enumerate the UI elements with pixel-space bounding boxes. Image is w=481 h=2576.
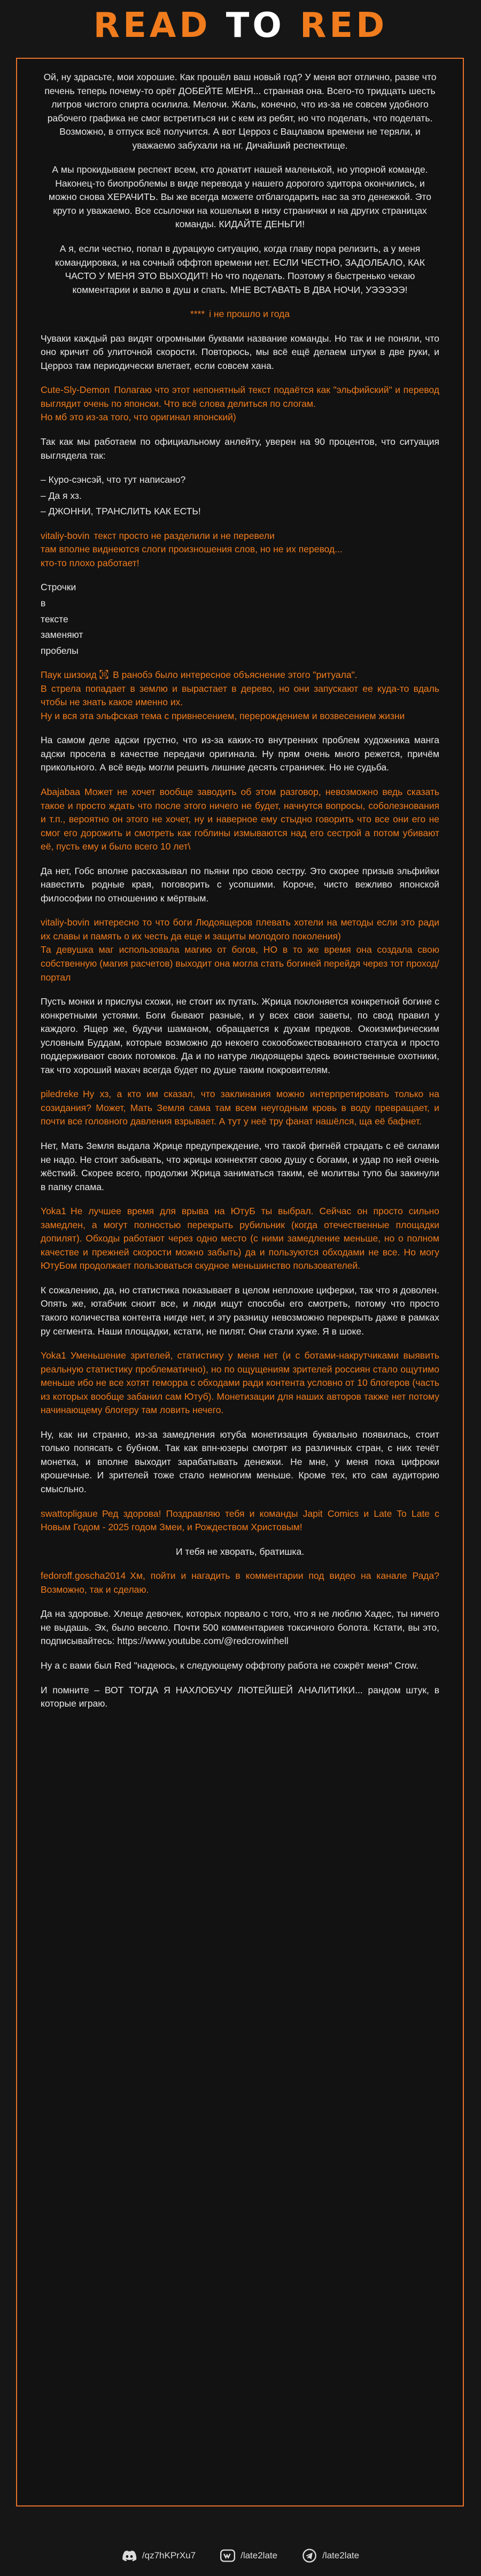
comment-author: Cute-Sly-Demon: [41, 384, 110, 396]
outro-2: И помните – ВОТ ТОГДА Я НАХЛОБУЧУ ЛЮТЕЙШЕЙ АНАЛИТИКИ... рандом штук, в которые играю.: [41, 1684, 439, 1709]
comment-6: [41, 916, 439, 984]
telegram-link[interactable]: [302, 2548, 359, 2563]
dialog-line: – Куро-сэнсэй, что тут написано?: [41, 474, 186, 485]
dialog: [41, 473, 439, 519]
comment-author: Yoka1: [41, 1350, 67, 1361]
comment-author: piledreke: [41, 1089, 79, 1100]
vk-label[interactable]: /late2late: [241, 2550, 278, 2560]
vk-icon: [220, 2548, 235, 2563]
reply-5: Да нет, Гобс вполне рассказывал по пьяни про свою сестру. Это скорее призыв эльфийки навестить родные края, поговорить с усопшими. Короче, чисто вежливо японской философии по отношению к мёртвым.: [41, 865, 439, 904]
reply-8: К сожалению, да, но статистика показывает в целом неплохие циферки, так что я доволен. Опять же, ютабчик сноит все, и люди ищут способы его смотреть, потому что просто такого количества контента нигде нет, и эту разницу невозможно перекрыть даже в рамках ру сегмента. Наши площадки, кстати, не пилят. Они стали хуже. Я в шоке.: [41, 1284, 439, 1337]
comment-text: Уменьшение зрителей, статистику у меня нет (и с ботами-накрутчиками выявить реальную статистику проблематично), но по ощущениям зрителей россиян стало ощутимо меньше ибо не все хотят геморра с обходами ради контента условно от 10 блогеров (часть из которых вообще забанил сам Ютуб). Монетизации для наших авторов также нет потому начинающему блогеру там ловить нечего.: [41, 1350, 439, 1416]
comment-author: fedoroff.goscha2014: [41, 1570, 126, 1582]
comment-text-tail: Но мб это из-за того, что оригинал японский): [41, 412, 236, 423]
comment-text-tail: там вполне виднеются слоги произношения слов, но не их перевод...: [41, 544, 343, 555]
intro-paragraph-3: А я, если честно, попал в дурацкую ситуацию, когда главу пора релизить, а у меня командировка, и на сочный оффтоп времени нет. ЕСЛИ ЧЕСТНО, ЗАДОЛБАЛО, КАК ЧАСТО У МЕНЯ ЭТО ВЫХОДИТ! Но что поделать. Поэтому я быстренько чекаю комментарии и валю в душ и спать. МНЕ ВСТАВАТЬ В ДВА НОЧИ, УЭЭЭЭЭ!: [55, 243, 425, 295]
reply-7: Нет, Мать Земля выдала Жрице предупреждение, что такой фигнёй страдать с её силами не надо. Не стоит забывать, что жрицы коннектят свою душу с богами, и удар по ней очень жёсткий. Скорее всего, продолжи Жрица заниматься таким, её молитвы тупо бы закинули в папку спама.: [41, 1140, 439, 1192]
outro-1: Ну а с вами был Red "надеюсь, к следующему оффтопу работа не сожрёт меня" Crow.: [41, 1660, 419, 1671]
reply-11: Да на здоровье. Хлеще девочек, которых порвало с того, что я не люблю Хадес, ты ничего не выдашь. Эх, было весело. Почти 500 комментариев токсичного болота. Кстати, вы это, подписывайтесь: https://www.youtube.com/@redcrowinhell: [41, 1608, 439, 1647]
comment-text-tail: Та девушка маг использовала магию от богов, НО в то же время она создала свою собственную (магия расчетов) выходит она могла стать богиней перейдя через тот проход/портал: [41, 944, 439, 983]
comment-3: [41, 529, 439, 570]
comment-author: Паук шизоид ㉈: [41, 669, 109, 681]
comment-text: Ну хз, а кто им сказал, что заклинания можно интерпретировать только на созидания? Может, Мать Земля сама там всем неугодным кровь в воду превращает, и почти все головного давления взрывает. А тут у неё тру фанат нашёлся, ща её бафнет.: [41, 1089, 439, 1127]
comment-text: Может не хочет вообще заводить об этом разговор, невозможно ведь сказать такое и просто ждать что после этого ничего не будет, начнутся вопросы, соболезнования и т.п., вероятно он этого не хочет, ну и наверное ему стыдно говорить что все они его не смог его дорожить и смотреть как гоблины измываются над его сестрой а потом убивают её, пусть ему и было всего 10 лет\: [41, 786, 439, 852]
comment-author: Abajabaa: [41, 786, 80, 797]
page-title: READ TO RED: [93, 6, 388, 45]
dialog-line: – Да я хз.: [41, 490, 82, 501]
footer: [0, 2542, 481, 2569]
comment-text: і не прошло и года: [209, 308, 290, 320]
comment-text: Ред здорова! Поздравляю тебя и команды Japit Comics и Late To Late с Новым Годом - 2025 годом Змеи, и Рождеством Христовым!: [41, 1508, 439, 1533]
telegram-label[interactable]: /late2late: [322, 2550, 360, 2560]
comment-4: [41, 668, 439, 723]
reply-4: На самом деле адски грустно, что из-за каких-то внутренних проблем художника манга адски просела в качестве передачи оригинала. Ну прям очень много режется, причём прикольного. А всё ведь могли решить лишние десять страничек. Но не судьба.: [41, 735, 439, 773]
reply-6: Пусть монки и прислуы схожи, не стоит их путать. Жрица поклоняется конкретной богине с конкретными устоями. Боги бывают разные, и у всех свои заветы, по свод правил у каждого. Ящер же, будучи шаманом, обращается к духам предков. Окоизмифическим условным Буддам, которые возможно до некоего сокообожествованного статуса и просто поддерживают своих потомков. Да и по натуре людоящеры здесь воинственные охотники, так что хороший махач всегда будет по душе таким покровителям.: [41, 996, 439, 1075]
comment-10: [41, 1507, 439, 1534]
comment-9: [41, 1349, 439, 1417]
comment-author: ****: [190, 308, 205, 320]
comment-author: vitaliy-bovin: [41, 530, 90, 541]
comment-2: [41, 383, 439, 425]
reply-line: пробелы: [41, 645, 79, 656]
comment-1: [41, 307, 439, 321]
reply-line: Строчки: [41, 582, 76, 593]
comment-text: текст просто не разделили и не перевели: [94, 530, 275, 541]
reply-3: [41, 581, 439, 658]
intro-paragraph-2: А мы прокидываем респект всем, кто донатит нашей маленькой, но упорной команде. Наконец-то биопроблемы в виде перевода у нашего дорогого эдитора окончились, и можно снова ХЕРАЧИТЬ. Вы же всегда можете отблагодарить нас за это денежкой. Это круто и уважаемо. Все ссылочки на кошельки в низу странички и на других страницах команды. КИДАЙТЕ ДЕНЬГИ!: [49, 164, 431, 230]
reply-2: Так как мы работаем по официальному анлейту, уверен на 90 процентов, что ситуация выглядела так:: [41, 436, 439, 461]
reply-line: заменяют: [41, 629, 83, 641]
comment-author: swattopligaue: [41, 1508, 98, 1519]
dialog-line: – ДЖОННИ, ТРАНСЛИТЬ КАК ЕСТЬ!: [41, 506, 201, 517]
reply-10: И тебя не хворать, братишка.: [175, 1546, 305, 1557]
reply-1: Чуваки каждый раз видят огромными буквами название команды. Но так и не поняли, что оно кричит об улиточной скорости. Повторюсь, мы всё ещё делаем штуки в две руки, и Церроз там периодически влетает, если совсем хана.: [41, 333, 439, 371]
comment-text: Полагаю что этот непонятный текст подаётся как "эльфийский" и перевод выглядит очень по японски. Что всё слова делиться по слогам.: [41, 384, 439, 409]
comment-text-tail: Ну и вся эта эльфская тема с привнесением, перерождением и возвесением жизни: [41, 710, 405, 721]
discord-icon: [122, 2548, 137, 2563]
header: [0, 0, 481, 51]
comment-11: [41, 1569, 439, 1596]
comment-7: [41, 1088, 439, 1129]
comment-text: Не лучшее время для врыва на ЮтуБ ты выбрал. Сейчас он просто сильно замедлен, а могут полностью перекрыть рубильник (когда отечественные площадки допилят). Обходы работают через одно место (с ними замедление меньше, но о полном качестве и прежней скорости можно забыть) да и пользуются обходами не все. Но могу ЮтуБом продолжает пользоваться скудное меньшинство пользователей.: [41, 1206, 439, 1271]
telegram-icon: [302, 2548, 317, 2563]
reply-line: тексте: [41, 613, 68, 624]
reply-9: Ну, как ни странно, из-за замедления ютуба монетизация буквально появилась, стоит только попясать с бубном. Так как впн-юзеры смотрят из различных стран, с них течёт монетка, и вполне выходит зарабатывать денежки. Не мне, у меня пока цифроки крошечные. И зрителей тоже стало немногим меньше. Кроме тех, кто сам аудиторию смысльно.: [41, 1429, 439, 1495]
discord-label[interactable]: /qz7hKPrXu7: [142, 2550, 196, 2560]
comment-text-tail: В стрела попадает в землю и вырастает в дерево, но они запускают ее куда-то вдаль чтобы не знать какое именно их.: [41, 683, 439, 708]
comment-text: интересно то что боги Людоящеров плевать хотели на методы если это ради их славы и память о их честь да еще и защиты молодого поколения): [41, 917, 439, 942]
comment-8: [41, 1205, 439, 1273]
comment-text: Хм, пойти и нагадить в комментарии под видео на канале Рада? Возможно, так и сделаю.: [41, 1570, 439, 1595]
vk-link[interactable]: [220, 2548, 277, 2563]
reply-line: в: [41, 597, 46, 608]
comment-text-tail: кто-то плохо работает!: [41, 557, 139, 568]
discord-link[interactable]: [122, 2548, 196, 2563]
comment-text: В ранобэ было интересное объяснение этого "ритуала".: [113, 669, 358, 681]
comment-5: [41, 785, 439, 854]
offtop-frame: [16, 58, 464, 2506]
comment-author: vitaliy-bovin: [41, 917, 90, 928]
comment-author: Yoka1: [41, 1206, 67, 1217]
intro-paragraph-1: Ой, ну здрасьте, мои хорошие. Как прошёл ваш новый год? У меня вот отлично, разве что печень теперь почему-то орёт ДОБЕЙТЕ МЕНЯ... странная она. Всего-то тридцать шесть литров чистого спирта осилила. Мелочи. Жаль, конечно, что из-за не совсем удобного рабочего графика не смог встретиться ни с кем из ребят, но что поделать, что поделать. Возможно, в отпуск всё получится. А вот Церроз с Вацлавом времени не теряли, и уважаемо забухали на нг. Дичайший респектище.: [43, 72, 437, 151]
